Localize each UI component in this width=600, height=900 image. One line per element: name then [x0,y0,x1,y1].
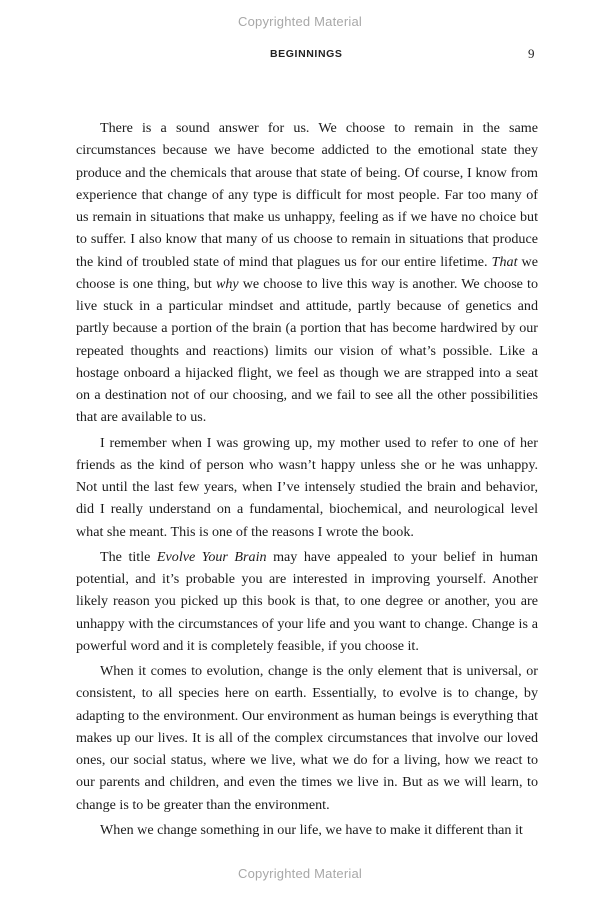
paragraph-2: I remember when I was growing up, my mother used to refer to one of her friends as the kind of person who wasn’t happy unless she or he was unhappy. Not until the last few years, when I’ve intensely studied the brain and behavior, did I really understand on a fundamental, biochemical, and neurological level what she meant. This is one of the reasons I wrote the book. [76,434,538,540]
copyright-watermark-top: Copyrighted Material [238,14,362,29]
page-number: 9 [528,46,535,61]
paragraph-5: When we change something in our life, we have to make it different than it [100,821,523,838]
body-text [76,117,538,841]
running-head-chapter-title: BEGINNINGS [270,48,343,60]
copyright-watermark-bottom: Copyrighted Material [238,866,362,881]
paragraph-3: The title Evolve Your Brain may have appealed to your belief in human potential, and it’s probable you are interested in improving yourself. Another likely reason you picked up this book is that, to one degree or another, you are unhappy with the circumstances of your life and you want to change. Change is a powerful word and it is completely feasible, if you choose it. [76,548,538,654]
paragraph-1: There is a sound answer for us. We choose to remain in the same circumstances because we have become addicted to the emotional state they produce and the chemicals that arouse that state of being. Of course, I know from experience that change of any type is difficult for most people. Far too many of us remain in situations that make us unhappy, feeling as if we have no choice but to suffer. I also know that many of us choose to remain in situations that produce the kind of troubled state of mind that plagues us for our entire lifetime. That we choose is one thing, but why we choose to live this way is another. We choose to live stuck in a particular mindset and attitude, partly because of genetics and partly because a portion of the brain (a portion that has become hardwired by our repeated thoughts and reactions) limits our vision of what’s possible. Like a hostage onboard a hijacked flight, we feel as though we are strapped into a seat on a destination not of our choosing, and we fail to see all the other possibilities that are available to us. [76,120,539,426]
paragraph-4: When it comes to evolution, change is the only element that is universal, or consistent, to all species here on earth. Essentially, to evolve is to change, by adapting to the environment. Our environment as human beings is everything that makes up our lives. It is all of the complex circumstances that involve our loved ones, our social status, where we live, what we do for a living, how we react to our parents and children, and even the times we live in. But as we will learn, to change is to be greater than the environment. [76,663,538,813]
